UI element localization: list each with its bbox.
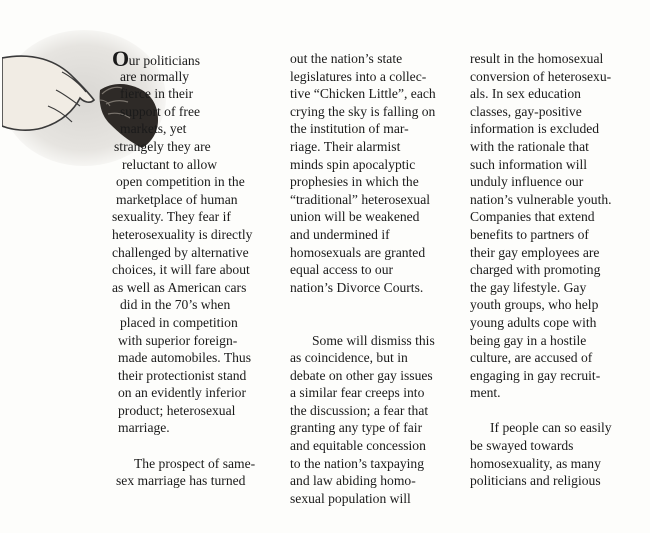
text-line: homosexuality, as many [470, 455, 601, 471]
text-line: nation’s Divorce Courts. [290, 279, 424, 295]
text-line: crying the sky is falling on [290, 103, 436, 119]
text-line: conversion of heterosexu- [470, 68, 612, 84]
text-line: the gay lifestyle. Gay [470, 279, 587, 295]
text-line: to the nation’s taxpaying [290, 455, 425, 471]
text-line: homosexuals are granted [290, 244, 426, 260]
text-line: Our politicians [112, 46, 200, 71]
text-line: als. In sex education [470, 86, 581, 102]
text-line: tive “Chicken Little”, each [290, 86, 436, 102]
text-line: a similar fear creeps into [290, 385, 425, 401]
text-line: “traditional” heterosexual [290, 191, 431, 207]
text-line: being gay in a hostile [470, 332, 587, 348]
text-line: are normally [120, 68, 190, 84]
text-line: choices, it will fare about [112, 262, 250, 278]
text-line: and law abiding homo- [290, 473, 416, 489]
text-line: equal access to our [290, 262, 394, 278]
text-line: product; heterosexual [118, 402, 236, 418]
text-line: If people can so easily [490, 420, 612, 436]
text-line: reluctant to allow [122, 156, 218, 172]
text-line: The prospect of same- [134, 455, 256, 471]
text-line: be swayed towards [470, 438, 574, 454]
text-line: unduly influence our [470, 174, 584, 190]
text-line: result in the homosexual [470, 51, 604, 66]
text-line: granting any type of fair [290, 420, 423, 436]
text-line: made automobiles. Thus [118, 350, 252, 366]
text-line: sexuality. They fear if [112, 209, 231, 225]
text-line: support of free [120, 103, 201, 119]
text-line: with superior foreign- [118, 332, 238, 348]
text-line: open competition in the [116, 174, 245, 190]
text-line: strangely they are [114, 138, 211, 154]
text-line: ment. [470, 385, 501, 401]
text-line: on an evidently inferior [118, 385, 246, 401]
text-line: Some will dismiss this [312, 332, 435, 348]
text-line: the institution of mar- [290, 121, 409, 137]
text-line: legislatures into a collec- [290, 68, 427, 84]
text-line: marketplace of human [116, 191, 238, 207]
text-line: nation’s vulnerable youth. [470, 191, 612, 207]
text-line: culture, are accused of [470, 350, 593, 366]
text-line: markets, yet [120, 121, 187, 137]
drop-cap: O [112, 46, 129, 71]
article-column-1 [112, 46, 272, 490]
text-line: prophesies in which the [290, 174, 419, 190]
text-line: fierce in their [120, 86, 194, 102]
text-line: and undermined if [290, 226, 390, 242]
text-line: challenged by alternative [112, 244, 249, 260]
text-line: out the nation’s state [290, 51, 403, 66]
text-line: sexual population will [290, 490, 411, 506]
text-line: as well as American cars [112, 279, 247, 295]
text-line: Companies that extend [470, 209, 595, 225]
text-line: with the rationale that [470, 138, 589, 154]
text-line: such information will [470, 156, 588, 172]
text-line: marriage. [118, 420, 170, 436]
text-line: information is excluded [470, 121, 600, 137]
text-line: placed in competition [120, 314, 238, 330]
text-line: politicians and religious [470, 473, 601, 489]
article-column-2 [290, 50, 460, 507]
text-line: sex marriage has turned [116, 473, 246, 489]
text-line: debate on other gay issues [290, 367, 433, 383]
text-line: young adults cope with [470, 314, 597, 330]
text-line: youth groups, who help [470, 297, 599, 313]
text-line: engaging in gay recruit- [470, 367, 601, 383]
text-line: riage. Their alarmist [290, 138, 401, 154]
text-line: classes, gay-positive [470, 103, 582, 119]
text-line: the discussion; a fear that [290, 402, 429, 418]
text-line: did in the 70’s when [120, 297, 231, 313]
text-line: minds spin apocalyptic [290, 156, 416, 172]
text-line: and equitable concession [290, 438, 426, 454]
text-line: their protectionist stand [118, 367, 247, 383]
text-line: charged with promoting [470, 262, 601, 278]
text-line: as coincidence, but in [290, 350, 408, 366]
text-line: benefits to partners of [470, 226, 589, 242]
text-line: heterosexuality is directly [112, 226, 253, 242]
text-line: union will be weakened [290, 209, 420, 225]
article-column-3 [470, 50, 640, 490]
text-line: their gay employees are [470, 244, 600, 260]
